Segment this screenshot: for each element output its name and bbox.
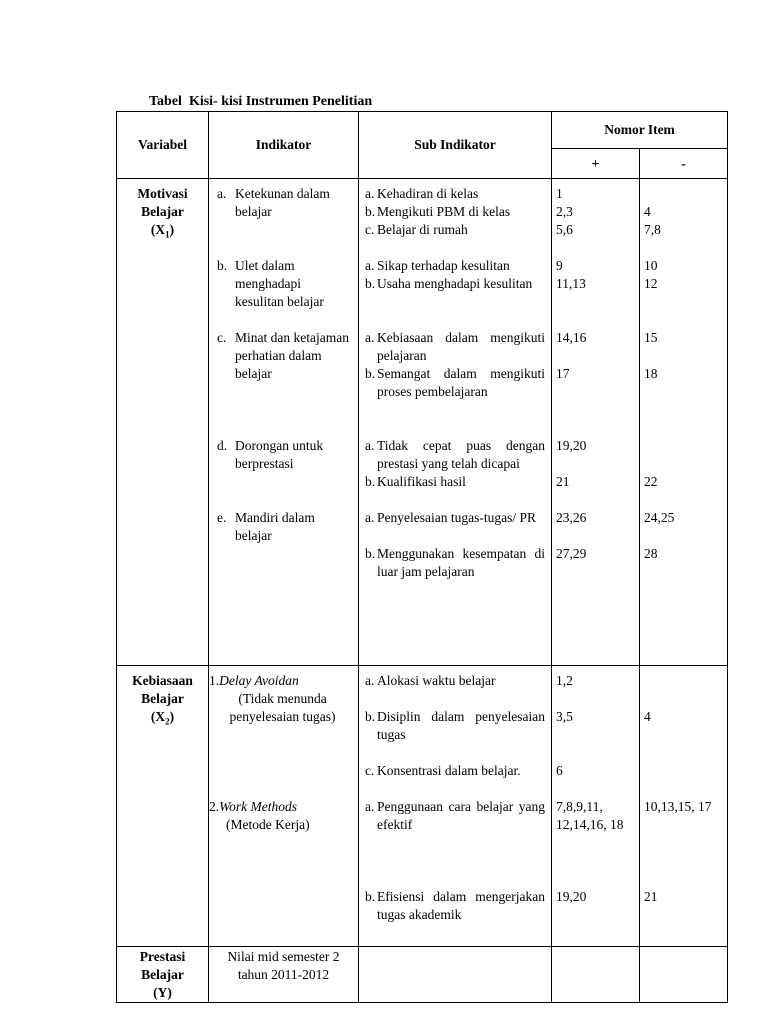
sub-indicator-item: b. Kualifikasi hasil [365, 474, 466, 489]
sub-indicator-cell [359, 947, 552, 1003]
sub-indicator-item: a. Alokasi waktu belajar [365, 673, 496, 688]
sub-indicator-item: a. Penggunaan cara belajar yang efektif [365, 799, 545, 832]
sub-indicator-item: b. Efisiensi dalam mengerjakan tugas akademik [365, 889, 545, 922]
header-plus: + [552, 149, 640, 179]
sub-indicator-item: b. Usaha menghadapi kesulitan [365, 276, 533, 291]
indicator-cell [209, 666, 359, 947]
plus-items-cell [552, 947, 640, 1003]
header-indikator: Indikator [209, 112, 359, 179]
sub-indicator-item: c. Belajar di rumah [365, 222, 468, 237]
sub-indicator-cell [359, 179, 552, 666]
header-nomor-item: Nomor Item [552, 112, 728, 149]
sub-indicator-item: b. Semangat dalam mengikuti proses pembelajaran [365, 366, 545, 399]
table-title: Tabel Kisi- kisi Instrumen Penelitian [149, 94, 373, 109]
sub-indicator-item: a. Tidak cepat puas dengan prestasi yang telah dicapai [365, 438, 545, 471]
indicator-item: c. Minat dan ketajaman perhatian dalam belajar [217, 330, 349, 381]
research-instrument-table [116, 111, 728, 1003]
header-minus: - [640, 149, 728, 179]
variable-cell: Motivasi Belajar $(X_1)$ [117, 179, 209, 666]
indicator-cell: Nilai mid semester 2 tahun 2011-2012 [209, 947, 359, 1003]
sub-indicator-item: a. Kehadiran di kelas [365, 186, 479, 201]
sub-indicator-item: a. Penyelesaian tugas-tugas/ PR [365, 510, 536, 525]
plus-items-cell: 1 2,3 5,6 9 11,13 14,16 17 19,20 21 23,26 27,29 [552, 179, 640, 666]
sub-indicator-cell [359, 666, 552, 947]
minus-items-cell [640, 947, 728, 1003]
variable-cell: Kebiasaan Belajar $(X_2)$ [117, 666, 209, 947]
minus-items-cell: 4 10,13,15, 17 21 [640, 666, 728, 947]
sub-indicator-item: c. Konsentrasi dalam belajar. [365, 763, 521, 778]
table-row [117, 947, 728, 1003]
indicator-item: b. Ulet dalam menghadapi kesulitan belajar [217, 258, 324, 309]
sub-indicator-item: b. Mengikuti PBM di kelas [365, 204, 511, 219]
sub-indicator-item: a. Kebiasaan dalam mengikuti pelajaran [365, 330, 545, 363]
indicator-item: a. Ketekunan dalam belajar [217, 186, 330, 219]
indicator-item: d. Dorongan untuk berprestasi [217, 438, 324, 471]
indicator-item: 1.Delay Avoidan (Tidak menunda penyelesaian tugas) [209, 673, 336, 724]
table-row [117, 666, 728, 947]
sub-indicator-item: b. Disiplin dalam penyelesaian tugas [365, 709, 545, 742]
header-sub-indikator: Sub Indikator [359, 112, 552, 179]
variable-cell: Prestasi Belajar (Y) [117, 947, 209, 1003]
header-variabel: Variabel [117, 112, 209, 179]
indicator-cell [209, 179, 359, 666]
minus-items-cell: 4 7,8 10 12 15 18 22 24,25 28 [640, 179, 728, 666]
plus-items-cell: 1,2 3,5 6 7,8,9,11, 12,14,16, 18 19,20 [552, 666, 640, 947]
indicator-item: e. Mandiri dalam belajar [217, 510, 315, 543]
sub-indicator-item: a. Sikap terhadap kesulitan [365, 258, 510, 273]
indicator-item: 2.Work Methods (Metode Kerja) [209, 799, 310, 832]
table-row [117, 179, 728, 666]
sub-indicator-item: b. Menggunakan kesempatan di luar jam pelajaran [365, 546, 545, 579]
